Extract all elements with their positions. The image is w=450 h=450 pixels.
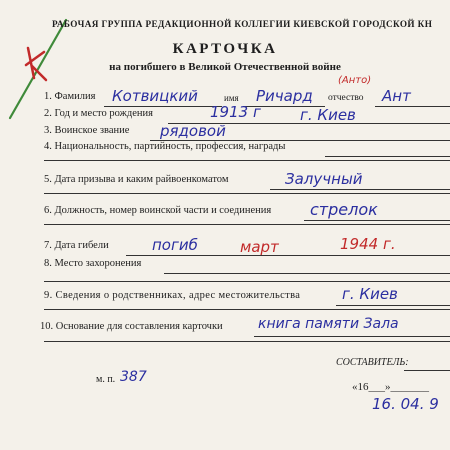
field-line	[164, 273, 450, 274]
field-row-6	[0, 200, 450, 221]
field-row-4	[0, 141, 450, 157]
field-value-relatives: г. Киев	[342, 285, 398, 303]
field-row-8	[0, 258, 450, 274]
field-value-name: Ричард	[256, 87, 313, 105]
field-value-position: стрелок	[310, 200, 378, 219]
field-value-death-1: погиб	[152, 236, 198, 254]
field-label-burial: 8. Место захоронения	[44, 258, 142, 269]
field-value-birth-place: г. Киев	[300, 106, 356, 124]
field-value-death-3: 1944 г.	[340, 235, 396, 253]
compiler-signature-line	[404, 370, 450, 371]
field-row-5	[0, 170, 450, 190]
field-line	[304, 220, 450, 221]
field-label-relatives: 9. Сведения о родственниках, адрес местожительства	[44, 290, 301, 301]
field-line	[254, 336, 450, 337]
field-extra-line	[44, 193, 450, 194]
field-row-10	[0, 316, 450, 337]
field-extra-line	[44, 309, 450, 310]
field-label-nationality: 4. Национальность, партийность, профессия, награды	[44, 141, 286, 152]
field-line	[375, 106, 450, 107]
field-value-basis: книга памяти Зала	[258, 316, 399, 332]
field-line	[325, 156, 450, 157]
compiler-date-printed: «16___»_______	[352, 381, 429, 393]
card-subtitle: на погибшего в Великой Отечественной войне	[109, 61, 341, 73]
field-row-3	[0, 122, 450, 141]
stamp-place-number: 387	[120, 369, 147, 385]
field-line	[104, 106, 222, 107]
field-line	[336, 305, 450, 306]
field-extra-line	[44, 160, 450, 161]
compiler-date-handwritten: 16. 04. 9	[372, 395, 439, 413]
field-line	[126, 255, 450, 256]
field-value-patronymic: Ант	[382, 87, 411, 105]
field-label-surname: 1. Фамилия	[44, 91, 96, 102]
field-label-birth: 2. Год и место рождения	[44, 108, 153, 119]
field-extra-line	[44, 281, 450, 282]
field-label-name: имя	[224, 93, 239, 103]
field-note-patronymic: (Анто)	[338, 75, 372, 86]
field-extra-line	[44, 224, 450, 225]
field-label-conscription: 5. Дата призыва и каким райвоенкоматом	[44, 174, 229, 185]
field-row-7	[0, 235, 450, 256]
field-label-patronymic: отчество	[328, 93, 364, 103]
field-label-death-date: 7. Дата гибели	[44, 240, 109, 251]
field-label-rank: 3. Воинское звание	[44, 125, 130, 136]
field-extra-line	[44, 341, 450, 342]
stamp-place-label: м. п.	[96, 374, 116, 385]
field-value-rank: рядовой	[160, 122, 226, 140]
field-value-conscription: Залучный	[285, 170, 363, 188]
field-line	[270, 189, 450, 190]
organization-header: РАБОЧАЯ ГРУППА РЕДАКЦИОННОЙ КОЛЛЕГИИ КИЕВСКОЙ ГОРОДСКОЙ КН	[52, 19, 433, 29]
field-value-death-2: март	[240, 238, 279, 256]
compiler-label: СОСТАВИТЕЛЬ:	[336, 357, 409, 368]
field-value-surname: Котвицкий	[112, 87, 198, 105]
card-title: КАРТОЧКА	[172, 41, 278, 57]
field-label-position: 6. Должность, номер воинской части и соединения	[44, 205, 272, 216]
field-label-basis: 10. Основание для составления карточки	[40, 321, 223, 332]
field-row-9	[0, 285, 450, 306]
field-value-birth-year: 1913 г	[210, 103, 261, 121]
